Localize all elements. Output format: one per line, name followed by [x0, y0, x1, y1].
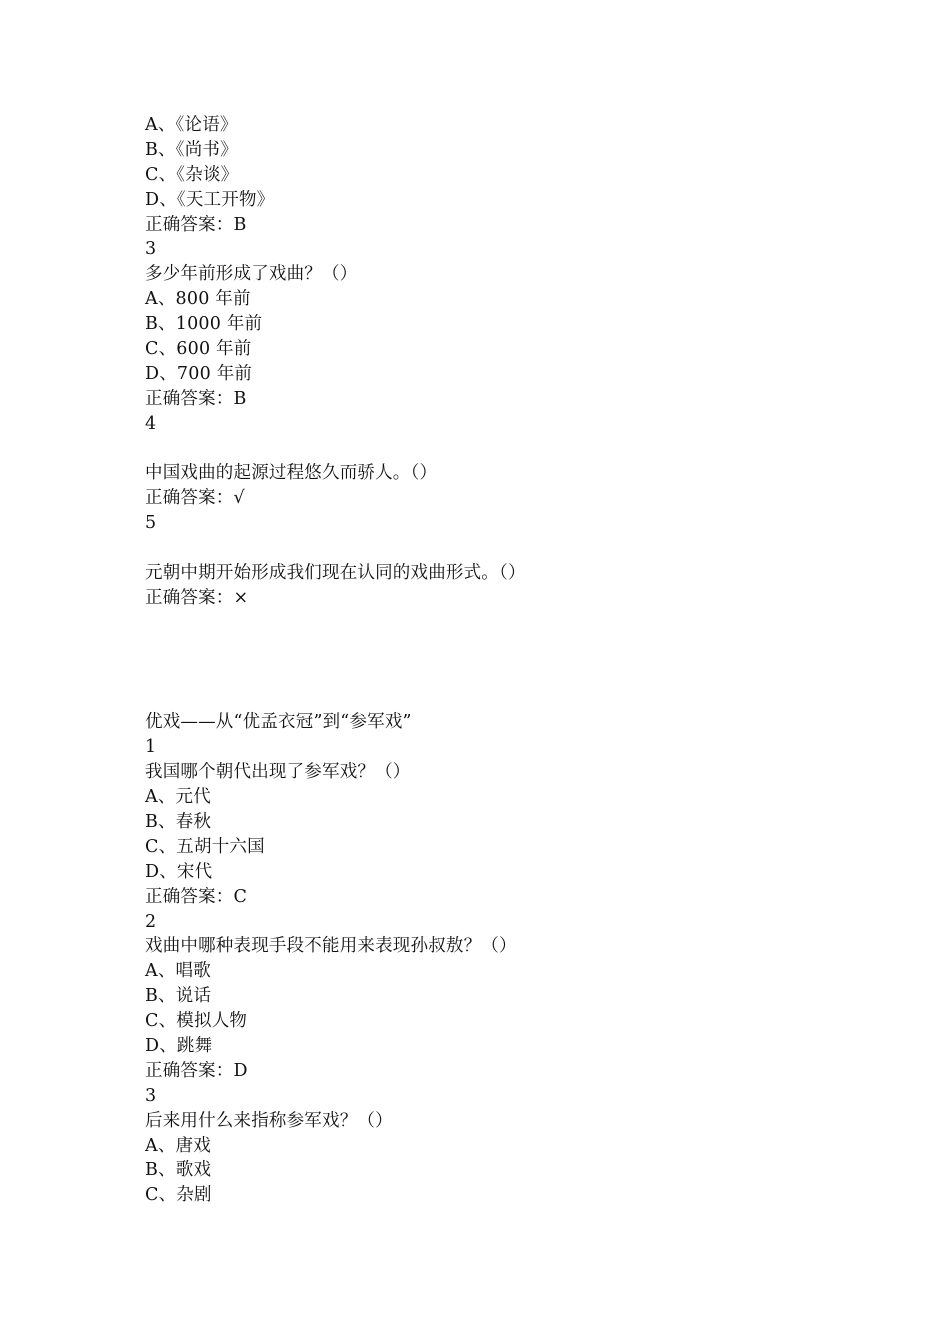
option-d: D、跳舞	[145, 1035, 213, 1056]
blank-line	[145, 536, 845, 561]
correct-answer: 正确答案：B	[145, 388, 247, 409]
option-c: C、五胡十六国	[145, 836, 265, 857]
option-a: A、《论语》	[145, 115, 238, 135]
correct-answer: 正确答案：×	[145, 587, 249, 608]
correct-answer: 正确答案：B	[145, 214, 247, 235]
option-a: A、唐戏	[145, 1135, 211, 1156]
question-number: 5	[145, 513, 157, 534]
option-b: B、春秋	[145, 811, 212, 832]
document-content	[145, 113, 845, 1208]
question-text: 我国哪个朝代出现了参军戏？（）	[145, 762, 411, 783]
question-number: 4	[145, 413, 157, 434]
question-text: 多少年前形成了戏曲？（）	[145, 264, 358, 285]
question-number: 3	[145, 239, 157, 260]
option-b: B、1000 年前	[145, 314, 263, 335]
option-c: C、模拟人物	[145, 1011, 248, 1032]
option-b: B、歌戏	[145, 1160, 212, 1181]
correct-answer: 正确答案：C	[145, 886, 248, 907]
section-gap	[145, 611, 845, 711]
question-number: 1	[145, 737, 157, 758]
question-text: 元朝中期开始形成我们现在认同的戏曲形式。（）	[145, 563, 526, 584]
option-d: D、宋代	[145, 861, 213, 882]
question-number: 3	[145, 1085, 157, 1106]
blank-line	[145, 437, 845, 462]
option-c: C、600 年前	[145, 339, 252, 360]
option-c: C、《杂谈》	[145, 164, 239, 185]
option-b: B、《尚书》	[145, 139, 238, 160]
option-a: A、800 年前	[145, 289, 251, 310]
correct-answer: 正确答案：√	[145, 488, 245, 509]
option-a: A、唱歌	[145, 961, 211, 982]
option-d: D、700 年前	[145, 363, 253, 384]
option-d: D、《天工开物》	[145, 189, 275, 210]
section-title: 优戏——从“优孟衣冠”到“参军戏”	[145, 712, 412, 733]
option-c: C、杂剧	[145, 1185, 212, 1206]
option-b: B、说话	[145, 986, 212, 1007]
question-text: 后来用什么来指称参军戏？（）	[145, 1110, 393, 1131]
question-number: 2	[145, 911, 157, 932]
correct-answer: 正确答案：D	[145, 1060, 248, 1081]
question-text: 中国戏曲的起源过程悠久而骄人。（）	[145, 463, 438, 484]
question-text: 戏曲中哪种表现手段不能用来表现孙叔敖？（）	[145, 936, 517, 957]
option-a: A、元代	[145, 787, 211, 808]
